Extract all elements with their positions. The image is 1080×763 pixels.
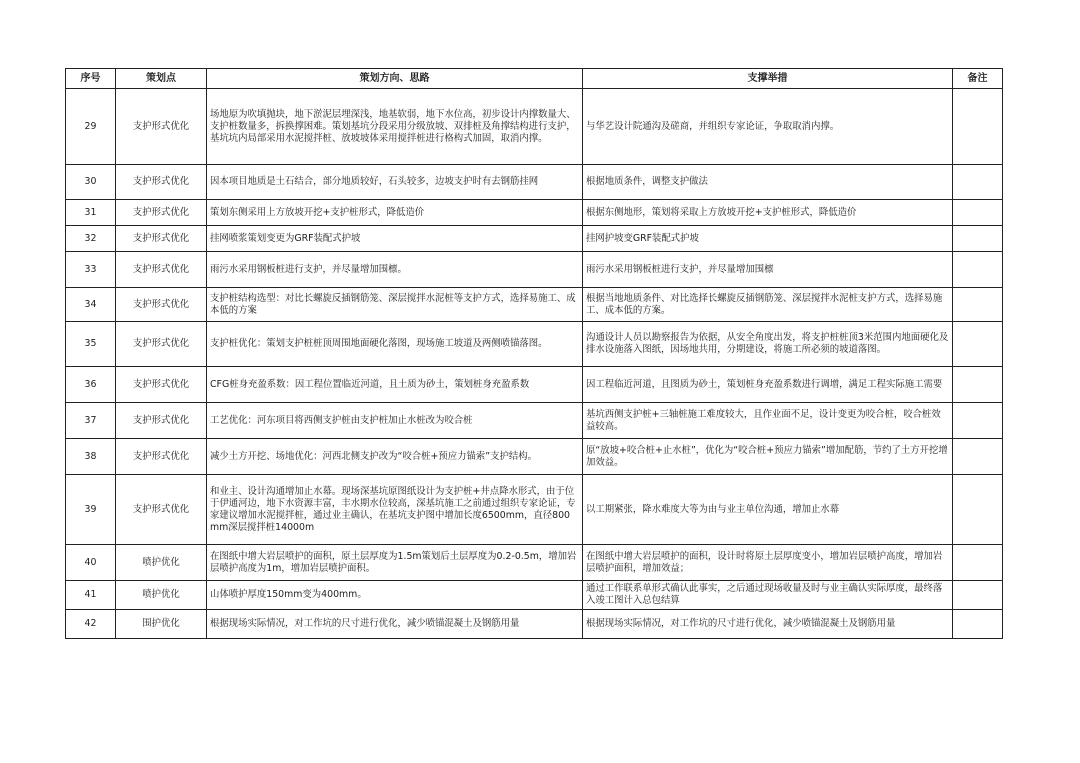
- support-measure: 在图纸中增大岩层喷护的面积，设计时将原土层厚度变小，增加岩层喷护高度，增加岩层喷护面积，增加效益；: [583, 545, 953, 581]
- planning-point: 支护形式优化: [116, 475, 207, 545]
- row-number: 34: [66, 288, 116, 322]
- planning-point: 支护形式优化: [116, 226, 207, 252]
- header-measure: 支撑举措: [583, 69, 953, 89]
- planning-direction: 挂网喷浆策划变更为GRF装配式护坡: [207, 226, 583, 252]
- support-measure: 因工程临近河道，且图质为砂土，策划桩身充盈系数进行调增，满足工程实际施工需要: [583, 367, 953, 403]
- table-row: [66, 403, 1003, 439]
- table-row: [66, 322, 1003, 367]
- planning-direction: 雨污水采用钢板桩进行支护，并尽量增加围檩。: [207, 252, 583, 288]
- row-number: 41: [66, 581, 116, 610]
- remark: [953, 288, 1003, 322]
- header-direction: 策划方向、思路: [207, 69, 583, 89]
- planning-point: 支护形式优化: [116, 367, 207, 403]
- header-note: 备注: [953, 69, 1003, 89]
- planning-direction: 山体喷护厚度150mm变为400mm。: [207, 581, 583, 610]
- table-row: [66, 165, 1003, 200]
- table-row: [66, 252, 1003, 288]
- table-row: [66, 545, 1003, 581]
- planning-direction: 支护桩结构选型：对比长螺旋反插钢筋笼、深层搅拌水泥桩等支护方式，选择易施工、成本低的方案: [207, 288, 583, 322]
- header-point: 策划点: [116, 69, 207, 89]
- support-measure: 沟通设计人员以勘察报告为依据，从安全角度出发，将支护桩桩顶3米范围内地面硬化及排水设施落入图纸，因场地共用，分期建设，将施工所必须的坡道落图。: [583, 322, 953, 367]
- support-measure: 原“放坡+咬合桩+止水桩”，优化为“咬合桩+预应力锚索”增加配筋，节约了土方开挖增加效益。: [583, 439, 953, 475]
- remark: [953, 439, 1003, 475]
- table-row: [66, 288, 1003, 322]
- row-number: 39: [66, 475, 116, 545]
- planning-table: [65, 68, 1003, 639]
- header-no: 序号: [66, 69, 116, 89]
- remark: [953, 252, 1003, 288]
- table-row: [66, 200, 1003, 226]
- remark: [953, 367, 1003, 403]
- remark: [953, 581, 1003, 610]
- planning-point: 支护形式优化: [116, 439, 207, 475]
- planning-point: 支护形式优化: [116, 403, 207, 439]
- remark: [953, 89, 1003, 165]
- table-row: [66, 226, 1003, 252]
- remark: [953, 322, 1003, 367]
- planning-point: 喷护优化: [116, 581, 207, 610]
- planning-direction: 在图纸中增大岩层喷护的面积，原土层厚度为1.5m策划后土层厚度为0.2-0.5m，增加岩层喷护高度为1m，增加岩层喷护面积。: [207, 545, 583, 581]
- header-row: [66, 69, 1003, 89]
- planning-direction: 和业主、设计沟通增加止水幕。现场深基坑原图纸设计为支护桩+井点降水形式，由于位于伊通河边，地下水资源丰富，丰水期水位较高，深基坑施工之前通过组织专家论证，专家建议增加水泥搅拌桩，通过业主确认，在基坑支护图中增加长度6500mm，直径800mm深层搅拌桩14000m: [207, 475, 583, 545]
- table-row: [66, 475, 1003, 545]
- row-number: 36: [66, 367, 116, 403]
- row-number: 38: [66, 439, 116, 475]
- row-number: 35: [66, 322, 116, 367]
- remark: [953, 200, 1003, 226]
- remark: [953, 226, 1003, 252]
- support-measure: 通过工作联系单形式确认此事实，之后通过现场收量及时与业主确认实际厚度，最终落入竣工图计入总包结算: [583, 581, 953, 610]
- support-measure: 根据地质条件，调整支护做法: [583, 165, 953, 200]
- row-number: 42: [66, 610, 116, 639]
- support-measure: 挂网护坡变GRF装配式护坡: [583, 226, 953, 252]
- planning-point: 支护形式优化: [116, 165, 207, 200]
- planning-point: 支护形式优化: [116, 322, 207, 367]
- planning-point: 支护形式优化: [116, 89, 207, 165]
- support-measure: 与华艺设计院通沟及磋商，并组织专家论证，争取取消内撑。: [583, 89, 953, 165]
- support-measure: 雨污水采用钢板桩进行支护，并尽量增加围檩: [583, 252, 953, 288]
- support-measure: 根据东侧地形，策划将采取上方放坡开挖+支护桩形式，降低造价: [583, 200, 953, 226]
- row-number: 40: [66, 545, 116, 581]
- planning-direction: 场地原为吹填抛块，地下淤泥层埋深浅，地基软弱，地下水位高，初步设计内撑数量大、支护桩数量多，拆换撑困难。策划基坑分段采用分级放坡、双排桩及角撑结构进行支护，基坑坑内局部采用水泥搅拌桩、放坡坡体采用搅拌桩进行格构式加固，取消内撑。: [207, 89, 583, 165]
- support-measure: 根据现场实际情况，对工作坑的尺寸进行优化，减少喷锚混凝土及钢筋用量: [583, 610, 953, 639]
- planning-point: 喷护优化: [116, 545, 207, 581]
- support-measure: 根据当地地质条件、对比选择长螺旋反插钢筋笼、深层搅拌水泥桩支护方式，选择易施工、成本低的方案。: [583, 288, 953, 322]
- planning-direction: CFG桩身充盈系数：因工程位置临近河道，且土质为砂土，策划桩身充盈系数: [207, 367, 583, 403]
- table-row: [66, 89, 1003, 165]
- support-measure: 基坑西侧支护桩+三轴桩施工难度较大，且作业面不足，设计变更为咬合桩，咬合桩效益较高。: [583, 403, 953, 439]
- planning-direction: 减少土方开挖、场地优化：河西北侧支护改为“咬合桩+预应力锚索”支护结构。: [207, 439, 583, 475]
- remark: [953, 403, 1003, 439]
- remark: [953, 165, 1003, 200]
- planning-direction: 工艺优化：河东项目将西侧支护桩由支护桩加止水桩改为咬合桩: [207, 403, 583, 439]
- table-row: [66, 439, 1003, 475]
- remark: [953, 545, 1003, 581]
- planning-point: 支护形式优化: [116, 252, 207, 288]
- row-number: 29: [66, 89, 116, 165]
- planning-direction: 策划东侧采用上方放坡开挖+支护桩形式，降低造价: [207, 200, 583, 226]
- planning-direction: 根据现场实际情况，对工作坑的尺寸进行优化，减少喷锚混凝土及钢筋用量: [207, 610, 583, 639]
- table-row: [66, 610, 1003, 639]
- row-number: 32: [66, 226, 116, 252]
- remark: [953, 475, 1003, 545]
- row-number: 33: [66, 252, 116, 288]
- planning-direction: 支护桩优化：策划支护桩桩顶周围地面硬化落图，现场施工坡道及两侧喷锚落图。: [207, 322, 583, 367]
- planning-point: 围护优化: [116, 610, 207, 639]
- table-body: [66, 89, 1003, 639]
- row-number: 31: [66, 200, 116, 226]
- remark: [953, 610, 1003, 639]
- planning-direction: 因本项目地质是土石结合，部分地质较好，石头较多，边坡支护时有去钢筋挂网: [207, 165, 583, 200]
- table-row: [66, 367, 1003, 403]
- table-row: [66, 581, 1003, 610]
- row-number: 37: [66, 403, 116, 439]
- support-measure: 以工期紧张，降水难度大等为由与业主单位沟通，增加止水幕: [583, 475, 953, 545]
- row-number: 30: [66, 165, 116, 200]
- planning-point: 支护形式优化: [116, 200, 207, 226]
- planning-point: 支护形式优化: [116, 288, 207, 322]
